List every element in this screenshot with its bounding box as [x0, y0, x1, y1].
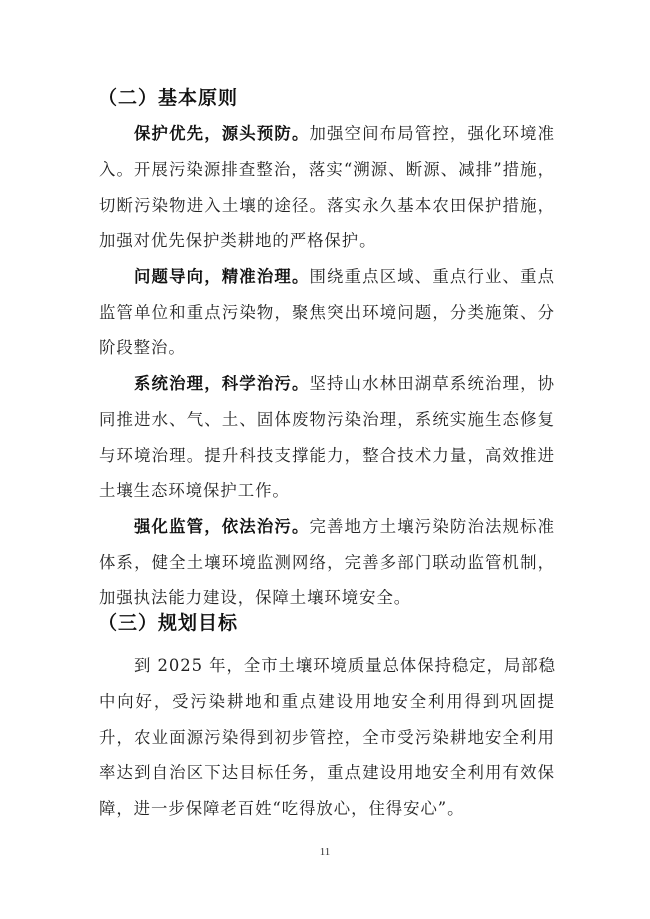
paragraph-line	[134, 516, 555, 538]
paragraph-text: 围绕重点区域、重点行业、重点	[309, 267, 555, 286]
paragraph-line: 加强执法能力建设，保障土壤环境安全。	[99, 588, 412, 607]
paragraph-line: 率达到自治区下达目标任务，重点建设用地安全利用有效保	[99, 763, 555, 782]
paragraph-text: 完善地方土壤污染防治法规标准	[309, 517, 555, 536]
paragraph-line	[134, 373, 555, 395]
paragraph-line: 阶段整治。	[99, 338, 186, 357]
paragraph-line	[134, 123, 555, 145]
paragraph-line: 升，农业面源污染得到初步管控，全市受污染耕地安全利用	[99, 728, 555, 747]
paragraph-line: 障，进一步保障老百姓“吃得放心，住得安心”。	[99, 799, 465, 818]
paragraph-lead: 强化监管，依法治污。	[134, 517, 310, 536]
paragraph-text: 加强空间布局管控，强化环境准	[309, 124, 555, 143]
paragraph-line: 中向好，受污染耕地和重点建设用地安全利用得到巩固提	[99, 692, 555, 711]
paragraph-line: 监管单位和重点污染物，聚焦突出环境问题，分类施策、分	[99, 303, 555, 322]
section-heading-planning-goals: （三）规划目标	[98, 612, 239, 634]
paragraph-line: 土壤生态环境保护工作。	[99, 481, 290, 500]
section-heading-basic-principles: （二）基本原则	[98, 87, 239, 109]
paragraph-lead: 系统治理，科学治污。	[134, 374, 310, 393]
paragraph-line: 加强对优先保护类耕地的严格保护。	[99, 231, 377, 250]
paragraph-line: 体系，健全土壤环境监测网络，完善多部门联动监管机制，	[99, 553, 555, 572]
paragraph-line: 入。开展污染源排查整治，落实“溯源、断源、减排”措施，	[99, 160, 555, 179]
page-number: 11	[319, 846, 331, 858]
paragraph-line: 与环境治理。提升科技支撑能力，整合技术力量，高效推进	[99, 446, 555, 465]
paragraph-lead: 保护优先，源头预防。	[134, 124, 310, 143]
paragraph-lead: 问题导向，精准治理。	[134, 267, 310, 286]
paragraph-text: 坚持山水林田湖草系统治理，协	[309, 374, 555, 393]
paragraph-line: 同推进水、气、土、固体废物污染治理，系统实施生态修复	[99, 410, 555, 429]
paragraph-line: 到 2025 年，全市土壤环境质量总体保持稳定，局部稳	[134, 656, 556, 675]
paragraph-line	[134, 266, 555, 288]
paragraph-line: 切断污染物进入土壤的途径。落实永久基本农田保护措施，	[99, 196, 555, 215]
